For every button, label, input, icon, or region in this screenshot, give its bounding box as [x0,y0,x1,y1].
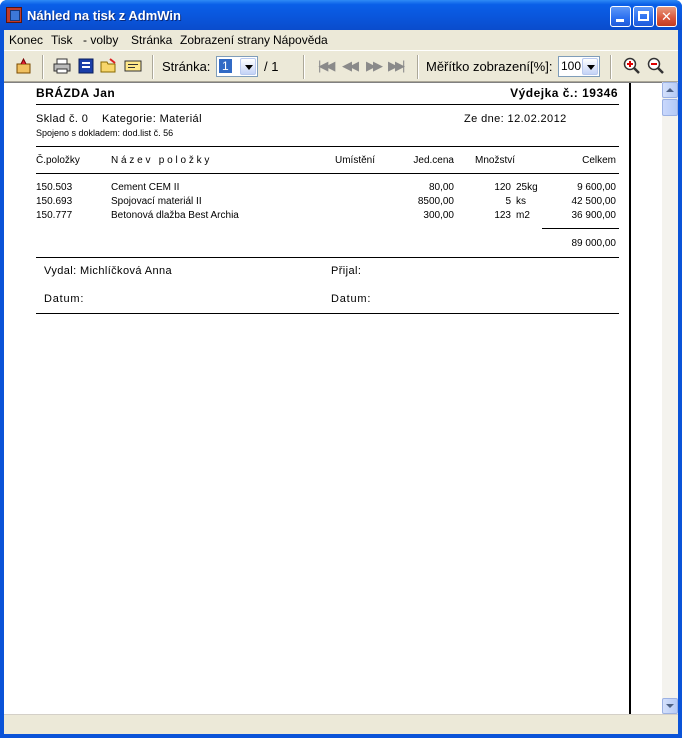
received-by: Přijal: [331,265,362,277]
scroll-thumb[interactable] [662,99,678,116]
toolbar-separator [610,55,612,79]
row-name: Spojovací materiál II [111,196,202,207]
maximize-icon [638,11,649,21]
column-header-unit-price: Jed.cena [413,155,454,166]
row-total: 36 900,00 [571,210,616,221]
toolbar-separator [303,55,305,79]
issued-by: Vydal: Michlíčková Anna [44,265,173,277]
export-icon[interactable] [124,57,142,75]
minimize-button[interactable] [610,6,631,27]
close-icon: ✕ [661,9,672,24]
preview-area[interactable] [4,82,662,714]
row-total: 42 500,00 [571,196,616,207]
row-total: 9 600,00 [577,182,616,193]
zoom-label: Měřítko zobrazení[%]: [426,59,553,74]
open-folder-icon[interactable] [100,57,118,75]
divider [36,173,619,174]
column-header-location: Umístění [335,155,376,166]
linked-document: Spojeno s dokladem: dod.list č. 56 [36,128,174,138]
page-select-value: 1 [219,59,232,73]
first-page-icon[interactable]: |◀◀ [318,58,333,73]
scroll-up-button[interactable] [662,82,678,98]
toolbar-separator [152,55,154,79]
zoom-in-icon[interactable] [623,57,641,75]
vertical-scrollbar[interactable] [662,82,678,714]
grand-total: 89 000,00 [571,238,616,249]
divider [36,146,619,147]
divider [36,257,619,258]
app-icon[interactable] [6,7,22,23]
minimize-icon [616,19,624,22]
row-quantity: 123 [494,210,511,221]
client-area [4,30,678,734]
menu-tisk[interactable]: Tisk [51,33,73,47]
divider [36,104,619,105]
zoom-select[interactable] [558,56,600,77]
page-margin [631,83,662,715]
row-name: Betonová dlažba Best Archia [111,210,239,221]
last-page-icon[interactable]: ▶▶| [388,58,403,73]
status-bar [4,714,678,734]
category: Kategorie: Materiál [102,113,202,125]
row-unit: m2 [516,210,530,221]
menu-konec[interactable]: Konec [9,33,44,47]
print-setup-icon[interactable] [77,57,95,75]
zoom-out-icon[interactable] [647,57,665,75]
column-header-name: N á z e v p o l o ž k y [111,155,210,166]
warehouse: Sklad č. 0 [36,113,89,125]
window-title: Náhled na tisk z AdmWin [27,8,181,23]
page-select[interactable] [216,56,258,77]
toolbar [4,50,678,82]
exit-icon[interactable] [15,57,33,75]
menu-napoveda[interactable]: Nápověda [273,33,328,47]
date-right: Datum: [331,293,372,305]
column-header-quantity: Množství [475,155,516,166]
toolbar-separator [42,55,44,79]
scroll-down-button[interactable] [662,698,678,714]
row-quantity: 120 [494,182,511,193]
row-code: 150.503 [36,182,73,193]
row-unit-price: 8500,00 [417,196,454,207]
chevron-down-icon[interactable] [582,58,598,75]
title-bar[interactable] [0,0,682,30]
date-left: Datum: [44,293,85,305]
row-code: 150.777 [36,210,73,221]
close-button[interactable] [656,6,677,27]
column-header-total: Celkem [582,155,616,166]
printer-icon[interactable] [53,57,71,75]
zoom-select-value: 100 [561,59,582,73]
row-unit-price: 300,00 [423,210,454,221]
menu-stranka[interactable]: Stránka [131,33,173,47]
menu-volby[interactable]: - volby [83,33,119,47]
menu-bar [4,30,678,50]
document-date: Ze dne: 12.02.2012 [464,113,567,125]
menu-zobrazeni-strany[interactable]: Zobrazení strany [180,33,271,47]
row-code: 150.693 [36,196,73,207]
customer-name: BRÁZDA Jan [36,86,116,100]
document-page [4,83,629,715]
column-header-code: Č.položky [36,155,80,166]
page-label: Stránka: [162,59,211,74]
document-title: Výdejka č.: 19346 [510,86,618,100]
row-quantity: 5 [505,196,511,207]
row-unit-price: 80,00 [428,182,454,193]
total-divider [542,228,619,229]
maximize-button[interactable] [633,6,654,27]
toolbar-separator [417,55,419,79]
row-name: Cement CEM II [111,182,180,193]
divider [36,313,619,314]
chevron-down-icon[interactable] [240,58,256,75]
row-unit: 25kg [516,182,538,193]
page-total: / 1 [264,59,279,74]
previous-page-icon[interactable]: ◀◀ [342,58,356,73]
next-page-icon[interactable]: ▶▶ [366,58,380,73]
row-unit: ks [516,196,526,207]
